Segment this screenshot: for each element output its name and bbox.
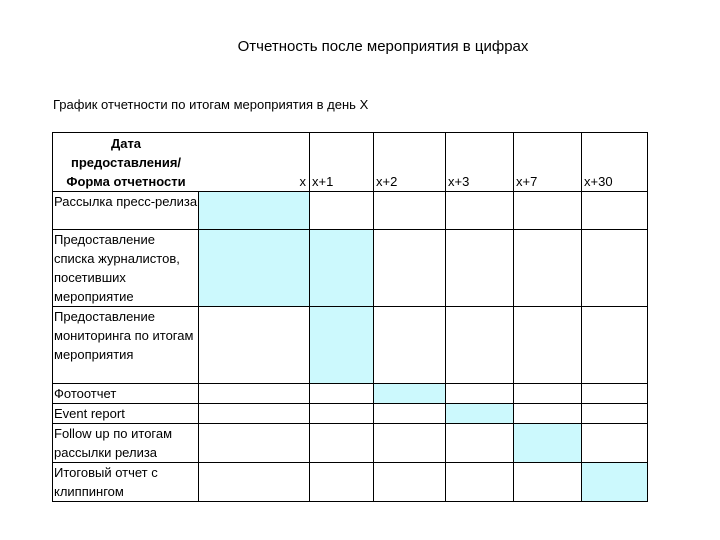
schedule-cell xyxy=(199,404,310,424)
day-header: х+30 xyxy=(582,133,648,192)
schedule-cell xyxy=(446,192,514,230)
table-row xyxy=(53,384,648,404)
row-label: Предоставление списка журналистов, посетивших мероприятие xyxy=(53,230,199,307)
schedule-cell xyxy=(514,404,582,424)
table-row xyxy=(53,307,648,384)
row-label: Фотоотчет xyxy=(53,384,199,404)
schedule-cell xyxy=(514,192,582,230)
schedule-cell xyxy=(582,424,648,463)
schedule-cell xyxy=(582,192,648,230)
schedule-cell xyxy=(199,307,310,384)
page-subtitle: График отчетности по итогам мероприятия в день Х xyxy=(53,97,369,112)
table-row xyxy=(53,230,648,307)
schedule-cell xyxy=(310,307,374,384)
row-label: Event report xyxy=(53,404,199,424)
table-row xyxy=(53,404,648,424)
schedule-cell xyxy=(310,404,374,424)
table-row xyxy=(53,463,648,502)
table-corner-header xyxy=(53,133,310,192)
day-header-x: х xyxy=(299,174,306,189)
schedule-cell xyxy=(374,192,446,230)
row-label: Итоговый отчет с клиппингом xyxy=(53,463,199,502)
schedule-cell xyxy=(310,463,374,502)
schedule-cell xyxy=(374,384,446,404)
schedule-cell xyxy=(514,307,582,384)
schedule-cell xyxy=(514,463,582,502)
day-header: х+3 xyxy=(446,133,514,192)
table-row xyxy=(53,424,648,463)
corner-line: предоставления/ xyxy=(70,155,182,170)
schedule-cell xyxy=(514,230,582,307)
schedule-cell xyxy=(446,384,514,404)
schedule-cell xyxy=(514,384,582,404)
schedule-cell xyxy=(310,384,374,404)
schedule-cell xyxy=(582,307,648,384)
row-label: Рассылка пресс-релиза xyxy=(53,192,199,230)
schedule-cell xyxy=(446,230,514,307)
page-title: Отчетность после мероприятия в цифрах xyxy=(237,38,529,55)
schedule-cell xyxy=(582,463,648,502)
schedule-cell xyxy=(374,404,446,424)
schedule-cell xyxy=(446,404,514,424)
day-header: х+7 xyxy=(514,133,582,192)
schedule-cell xyxy=(446,463,514,502)
table-row xyxy=(53,192,648,230)
schedule-cell xyxy=(310,230,374,307)
schedule-cell xyxy=(374,230,446,307)
schedule-cell xyxy=(310,192,374,230)
day-header: х+2 xyxy=(374,133,446,192)
schedule-cell xyxy=(310,424,374,463)
schedule-cell xyxy=(374,424,446,463)
schedule-cell xyxy=(199,230,310,307)
schedule-cell xyxy=(582,384,648,404)
table-header-row xyxy=(53,133,648,192)
schedule-cell xyxy=(199,384,310,404)
schedule-cell xyxy=(582,230,648,307)
schedule-cell xyxy=(514,424,582,463)
schedule-cell xyxy=(199,463,310,502)
row-label: Предоставление мониторинга по итогам мероприятия xyxy=(53,307,199,384)
schedule-cell xyxy=(199,192,310,230)
schedule-cell xyxy=(199,424,310,463)
schedule-cell xyxy=(374,307,446,384)
schedule-cell xyxy=(446,307,514,384)
corner-line: Форма отчетности xyxy=(66,174,186,189)
reporting-schedule-table xyxy=(52,132,648,502)
day-header: х+1 xyxy=(310,133,374,192)
schedule-cell xyxy=(582,404,648,424)
schedule-cell xyxy=(446,424,514,463)
schedule-cell xyxy=(374,463,446,502)
row-label: Follow up по итогам рассылки релиза xyxy=(53,424,199,463)
corner-line: Дата xyxy=(110,136,142,151)
